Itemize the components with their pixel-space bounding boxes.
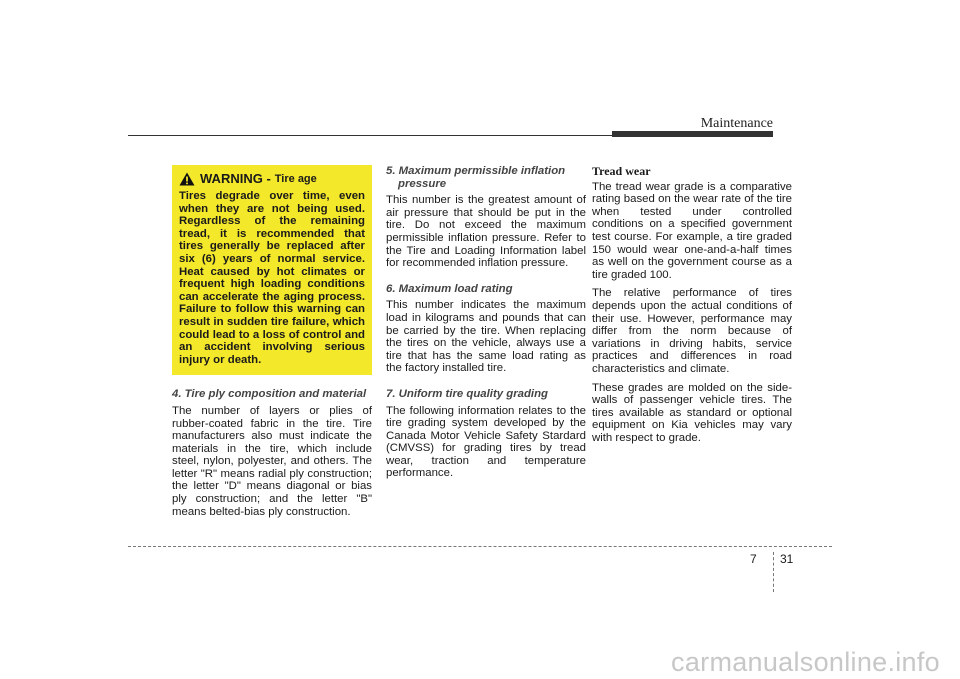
section-text-inflation: This number is the greatest amount of air pressure that should be put in the tire. Do not exceed the maximum permissible inflation pressure. Refer to the Tire and Loading Information label for recommended inflation pressure. [386,194,586,270]
tread-paragraph-3: These grades are molded on the side-walls of passenger vehicle tires. The tires available as standard or optional equipment on Kia vehicles may vary with respect to grade. [592,381,792,444]
column-middle [386,150,586,480]
warning-box [172,165,372,375]
warning-title: WARNING - [200,170,271,186]
section-heading-ply: 4. Tire ply composition and material [172,388,367,401]
tread-paragraph-2: The relative performance of tires depends upon the actual conditions of their use. However, performance may differ from the norm because of variations in driving habits, service practices and differences in road characteristics and climate. [592,287,792,375]
section-text-load: This number indicates the maximum load in kilograms and pounds that can be carried by the tire. When replacing the tires on the vehicle, always use a tire that has the same load rating as the factory installed tire. [386,299,586,375]
section-text-ply: The number of layers or plies of rubber-coated fabric in the tire. Tire manufacturers also must indicate the materials in the tire, which include steel, nylon, polyester, and others. The letter "R" means radial ply construction; the letter "D" means diagonal or bias ply construction; and the letter "B" means belted-bias ply construction. [172,404,372,518]
chapter-number: 7 [750,552,757,566]
column-left [172,150,372,518]
watermark: carmanualsonline.info [671,647,940,677]
header-bar [612,131,773,137]
warning-text: Tires degrade over time, even when they are not being used. Regardless of the remaining tread, it is recommended that tires generally be replaced after six (6) years of normal service. Heat caused by hot climates or frequent high loading conditions can accelerate the aging process. Failure to follow this warning can result in sudden tire failure, which could lead to a loss of control and an accident involving serious injury or death. [179,190,365,366]
section-text-utqg: The following information relates to the tire grading system developed by the Canada Motor Vehicle Safety Stardard (CMVSS) for grading tires by tread wear, traction and temperature performance. [386,404,586,480]
footer-rule [128,546,832,547]
warning-header [179,172,365,186]
page-number-divider [773,552,774,592]
warning-subtitle: Tire age [274,172,317,185]
page-header-title: Maintenance [700,116,773,131]
warning-triangle-icon [179,172,195,186]
column-right [592,150,792,450]
section-heading-load: 6. Maximum load rating [386,282,513,295]
section-heading-tread-wear: Tread wear [592,164,651,178]
section-heading-utqg: 7. Uniform tire quality grading [386,387,549,400]
section-heading-inflation: 5. Maximum permissible inflation pressure [386,165,566,190]
tread-paragraph-1: The tread wear grade is a comparative rating based on the wear rate of the tire when tested under controlled conditions on a specified government test course. For example, a tire graded 150 would wear one-and-a-half times as well on the government course as a tire graded 100. [592,180,792,281]
header-rule [128,135,612,136]
page-number: 31 [780,552,794,566]
